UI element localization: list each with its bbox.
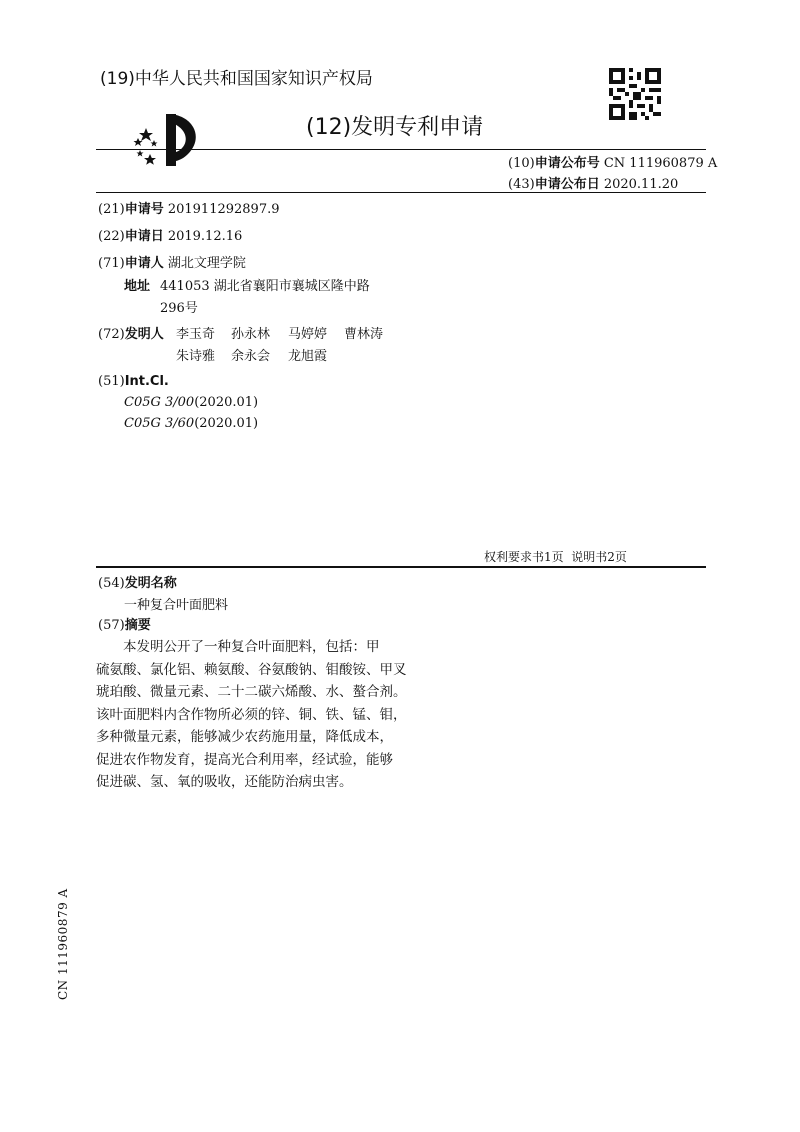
pub-date-code: (43) [508, 177, 535, 192]
title-label-row [98, 572, 177, 591]
app-date: 2019.12.16 [167, 229, 243, 244]
inventors-label-row [98, 323, 164, 342]
inventor-name: 曹林涛 [344, 327, 384, 342]
abstract-line: 琥珀酸、微量元素、二十二碳六烯酸、水、螯合剂。 [96, 684, 407, 700]
pub-date-label: 申请公布日 [534, 177, 600, 192]
abstract-line: 硫氨酸、氯化铝、赖氨酸、谷氨酸钠、钼酸铵、甲叉 [96, 661, 407, 678]
title-code: (54) [98, 576, 125, 591]
top-rule [96, 149, 706, 150]
pub-no-code: (10) [508, 156, 535, 171]
inventor-name: 孙永林 [231, 327, 271, 342]
intcl-class: C05G 3/00 [124, 395, 195, 410]
abstract-label-row [98, 614, 151, 633]
pub-no-label: 申请公布号 [534, 156, 600, 171]
pub-no: CN 111960879 A [603, 156, 718, 171]
doc-kind-code: (12) [306, 115, 352, 140]
office-line [100, 64, 373, 89]
app-no: 201911292897.9 [167, 202, 280, 217]
inventors-label: 发明人 [124, 327, 164, 342]
app-no-code: (21) [98, 202, 125, 217]
applicant-label: 申请人 [124, 256, 164, 271]
app-date-row [98, 225, 242, 244]
qr-code-icon [609, 68, 661, 120]
title-label: 发明名称 [124, 576, 177, 591]
inventor-name: 龙旭霞 [288, 349, 328, 364]
pub-date-row [508, 173, 678, 192]
abstract-line: 本发明公开了一种复合叶面肥料，包括：甲 [123, 639, 380, 655]
inventor-name: 李玉奇 [176, 327, 216, 342]
intcl-version: (2020.01) [194, 395, 259, 410]
intcl-row [98, 374, 169, 389]
doc-kind-line [306, 110, 483, 141]
address-line-2: 296号 [160, 301, 198, 316]
app-date-label: 申请日 [124, 229, 164, 244]
abstract-code: (57) [98, 618, 125, 633]
inventor-name: 朱诗雅 [176, 349, 216, 364]
applicant-code: (71) [98, 256, 125, 271]
intcl-label: Int.Cl. [124, 374, 169, 389]
abstract-body [96, 636, 407, 794]
app-date-code: (22) [98, 229, 125, 244]
app-no-row [98, 198, 280, 217]
section-rule [96, 566, 706, 568]
intcl-code: (51) [98, 374, 125, 389]
intcl-class: C05G 3/60 [124, 416, 195, 431]
applicant-row [98, 252, 246, 271]
abstract-line: 该叶面肥料内含作物所必须的锌、铜、铁、锰、钼， [96, 706, 407, 723]
intcl-version: (2020.01) [194, 416, 259, 431]
side-publication-number: CN 111960879 A [56, 888, 70, 1000]
inventors-code: (72) [98, 327, 125, 342]
address-line-1: 441053 湖北省襄阳市襄城区隆中路 [160, 279, 370, 294]
intcl-entry-1 [124, 395, 258, 410]
office-code: (19) [100, 69, 135, 89]
inventor-name: 余永会 [231, 349, 271, 364]
inventor-name: 马婷婷 [288, 327, 328, 342]
abstract-line: 促进农作物发育，提高光合利用率，经试验，能够 [96, 751, 393, 768]
pages-note: 权利要求书1页 说明书2页 [484, 550, 627, 564]
abstract-line: 促进碳、氢、氧的吸收，还能防治病虫害。 [96, 774, 353, 790]
pub-date: 2020.11.20 [603, 177, 679, 192]
abstract-line: 多种微量元素，能够减少农药施用量，降低成本， [96, 729, 393, 745]
office-name: 中华人民共和国国家知识产权局 [134, 69, 373, 89]
header-rule [96, 192, 706, 193]
pub-no-row [508, 152, 717, 171]
app-no-label: 申请号 [124, 202, 164, 217]
doc-kind: 发明专利申请 [351, 115, 484, 140]
intcl-entry-2 [124, 416, 258, 431]
address-label: 地址 [124, 279, 151, 294]
cnipa-logo-icon [128, 108, 208, 172]
abstract-label: 摘要 [124, 618, 151, 633]
invention-title: 一种复合叶面肥料 [124, 598, 229, 613]
applicant: 湖北文理学院 [167, 256, 246, 271]
